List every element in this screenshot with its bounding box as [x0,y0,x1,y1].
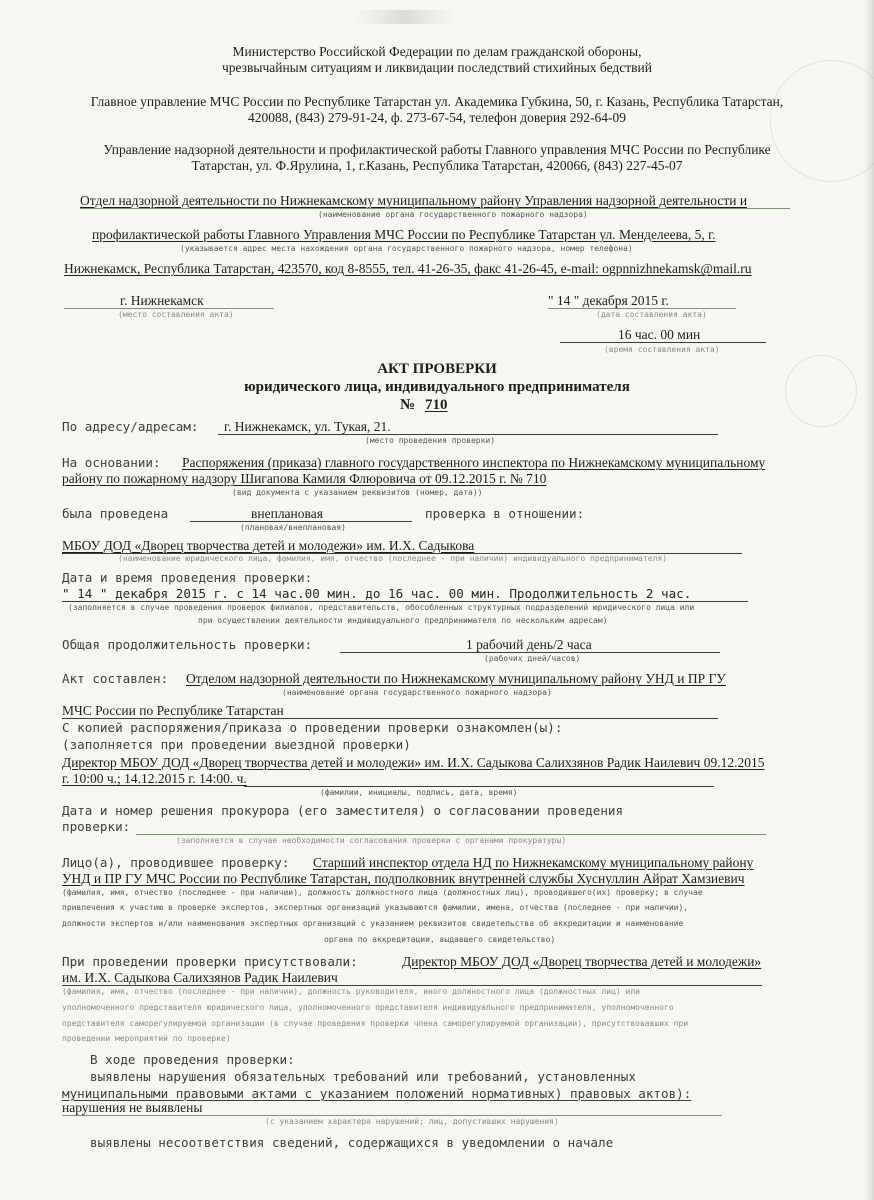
present-caption-2: уполномоченного представителя юридического лица, уполномоченного представителя индивидуального предпринимателя, уполномоченного [62,1003,674,1012]
fill-line [218,434,718,435]
address-value: г. Нижнекамск, ул. Тукая, 21. [224,419,391,434]
basis-value-1: Распоряжения (приказа) главного государственного инспектора по Нижнекамскому муниципальному [182,455,766,470]
organ-caption-2: (указывается адрес места нахождения органа государственного пожарного надзора, номер телефона) [180,244,633,253]
fill-line [62,601,748,602]
conducted-label-2: проверка в отношении: [425,506,585,521]
place-value: г. Нижнекамск [120,293,204,308]
basis-label: На основании: [62,455,161,470]
organ-line-3: Нижнекамск, Республика Татарстан, 423570, код 8-8555, тел. 41-26-35, факс 41-26-45, e-mail: ogpnnizhnekamsk@mail.ru [64,261,752,276]
prosecutor-caption: (заполняется в случае необходимости согласования проверки с органами прокуратуры) [176,836,567,845]
inspector-caption-3: должности экспертов и/или наименования экспертных организаций с указанием реквизитов свидетельства об аккредитации и наименование [62,919,684,928]
fill-line [62,718,718,719]
fill-line [244,786,714,787]
present-value-1: Директор МБОУ ДОД «Дворец творчества детей и молодежи» [402,954,762,969]
fill-line [80,208,790,209]
ministry-line-2: чрезвычайным ситуациям и ликвидации последствий стихийных бедствий [221,60,653,75]
time-value: 16 час. 00 мин [618,327,701,342]
date-caption: (дата составления акта) [596,310,707,319]
compiled-value-2: МЧС России по Республике Татарстан [62,703,284,718]
time-caption: (время составления акта) [604,345,720,354]
ministry-line-1: Министерство Российской Федерации по делам гражданской обороны, [232,44,642,59]
main-department-line-1: Главное управление МЧС России по Республике Татарстан ул. Академика Губкина, 50, г. Казань, Республика Татарстан, [90,94,784,109]
place-caption: (место составления акта) [118,310,234,319]
fill-line [548,308,736,309]
organ-caption-1: (наименование органа государственного пожарного надзора) [318,210,588,219]
acquainted-value-1: Директор МБОУ ДОД «Дворец творчества детей и молодежи» им. И.Х. Садыкова Салихзянов Радик Наилевич 09.12.2015 [62,755,765,770]
present-caption-3: представителя саморегулируемой организации (в случае проведения проверки члена саморегулируемой организации), присутствовавших при [62,1019,689,1028]
datetime-label: Дата и время проведения проверки: [62,570,313,585]
inspector-caption-4: органа по аккредитации, выдавшего свидетельство) [324,935,556,944]
fill-line [62,1115,722,1116]
findings-line-4: выявлены несоответствия сведений, содержащихся в уведомлении о начале [90,1135,614,1150]
findings-line-1: В ходе проведения проверки: [90,1052,295,1067]
present-value-2: им. И.Х. Садыкова Салихзянов Радик Наилевич [62,970,338,985]
duration-value: 1 рабочий день/2 часа [466,637,592,652]
datetime-value: " 14 " декабря 2015 г. с 14 час.00 мин. до 16 час. 00 мин. Продолжительность 2 час. [62,586,692,601]
prosecutor-label-2: проверки: [62,819,131,834]
present-caption-4: проведении мероприятий по проверке) [62,1034,231,1043]
fill-line [560,342,766,343]
findings-line-2: выявлены нарушения обязательных требований или требований, установленных [90,1069,636,1084]
compiled-value-1: Отделом надзорной деятельности по Нижнекамскому муниципальному району УНД и ПР ГУ [186,671,726,686]
supervision-line-2: Татарстан, ул. Ф.Ярулина, 1, г.Казань, Республика Татарстан, 420066, (843) 227-45-07 [191,158,683,173]
basis-value-2: району по пожарному надзору Шигапова Камиля Флюровича от 09.12.2015 г. № 710 [62,471,547,486]
datetime-caption-1: (заполняется в случае проведения проверок филиалов, представительств, обособленных структурных подразделений юридического лица или [68,603,695,612]
main-department-line-2: 420088, (843) 279-91-24, ф. 273-67-54, телефон доверия 292-64-09 [248,110,626,125]
act-subtitle: юридического лица, индивидуального предпринимателя [244,379,630,395]
basis-caption: (вид документа с указанием реквизитов (номер, дата)) [232,488,483,497]
present-label: При проведении проверки присутствовали: [62,954,358,969]
acquainted-label-2: (заполняется при проведении выездной проверки) [62,737,411,752]
acquainted-caption: (фамилии, инициалы, подпись, дата, время) [320,788,518,797]
act-number-label: № [400,397,416,413]
address-caption: (место проведения проверки) [365,436,496,445]
fill-line [64,308,274,309]
duration-label: Общая продолжительность проверки: [62,637,313,652]
present-caption-1: (фамилия, имя, отчество (последнее - при наличии), должность руководителя, иного должностного лица (должностных лиц) или [62,987,640,996]
compiled-caption: (наименование органа государственного пожарного надзора) [282,688,552,697]
fill-line [190,521,412,522]
subject-value: МБОУ ДОД «Дворец творчества детей и молодежи» им. И.Х. Садыкова [62,538,475,553]
compiled-label: Акт составлен: [62,671,169,686]
address-label: По адресу/адресам: [62,419,199,434]
inspector-value-2: УНД и ПР ГУ МЧС России по Республике Татарстан, подполковник внутренней службы Хуснуллин Айрат Хамзиевич [62,871,745,886]
conducted-caption: (плановая/внеплановая) [240,523,346,532]
supervision-line-1: Управление надзорной деятельности и профилактической работы Главного управления МЧС России по Республике [103,142,771,157]
subject-caption: (наименование юридического лица, фамилия, имя, отчество (последнее - при наличии) индивидуального предпринимателя) [118,554,668,563]
datetime-caption-2: при осуществлении деятельности индивидуального предпринимателя по нескольким адресам) [198,616,608,625]
acquainted-value-2: г. 10:00 ч.; 14.12.2015 г. 14:00. ч. [62,771,247,786]
fill-line [136,834,766,835]
act-title: АКТ ПРОВЕРКИ [377,361,497,377]
fill-line [62,985,762,986]
page-edge-shadow [864,0,874,1200]
prosecutor-label-1: Дата и номер решения прокурора (его заместителя) о согласовании проведения [62,803,624,818]
conducted-value: внеплановая [251,506,323,521]
acquainted-label-1: С копией распоряжения/приказа о проведении проверки ознакомлен(ы): [62,720,563,735]
findings-line-3: муниципальными правовыми актами с указанием положений нормативных) правовых актов): [62,1086,692,1101]
act-number: 710 [425,397,448,413]
fill-line [340,652,720,653]
faded-stamp [355,10,455,24]
conducted-label: была проведена [62,506,169,521]
inspector-caption-2: привлечения к участию в проверке экспертов, экспертных организаций указываются фамилии, имена, отчества (последнее - при наличии), [62,903,689,912]
organ-line-1: Отдел надзорной деятельности по Нижнекамскому муниципальному району Управления надзорной деятельности и [80,193,748,208]
date-value: " 14 " декабря 2015 г. [548,293,669,308]
organ-line-2: профилактической работы Главного Управления МЧС России по Республике Татарстан ул. Менделеева, 5, г. [92,227,716,242]
findings-caption: (с указанием характера нарушений; лиц, допустивших нарушения) [265,1117,559,1126]
inspector-label: Лицо(а), проводившее проверку: [62,855,290,870]
duration-caption: (рабочих дней/часов) [484,654,581,663]
inspector-value-1: Старший инспектор отдела НД по Нижнекамскому муниципальному району [313,855,754,870]
findings-value: нарушения не выявлены [62,1100,203,1115]
inspector-caption-1: (фамилия, имя, отчество (последнее - при наличии), должность должностного лица (должностных лиц), проводившего(их) проверку; в случае [62,888,703,897]
